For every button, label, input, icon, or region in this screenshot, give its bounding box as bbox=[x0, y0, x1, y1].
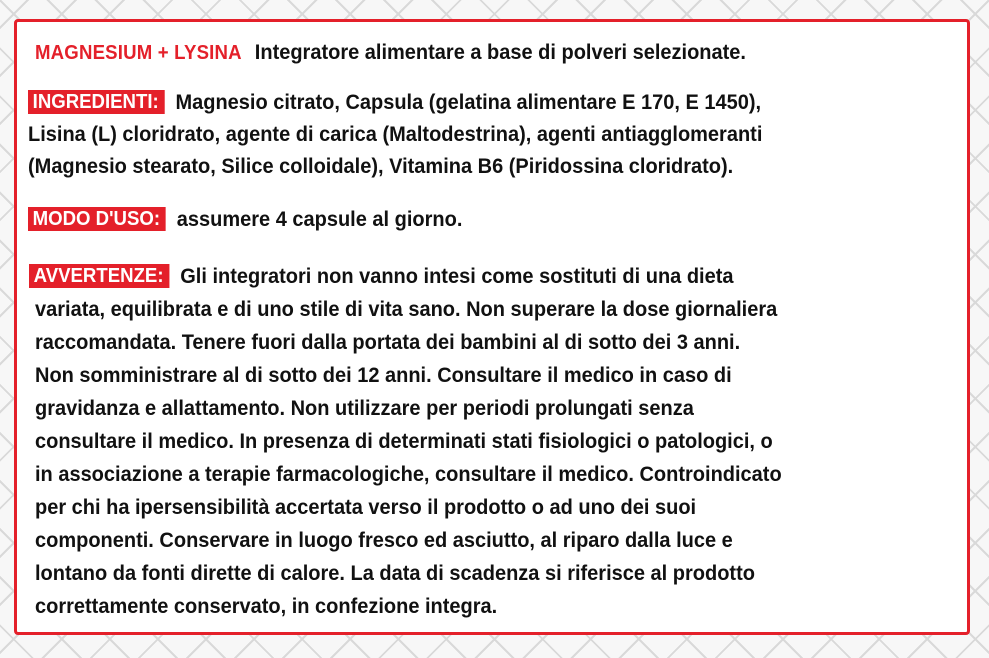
title-line bbox=[35, 39, 746, 66]
product-description: Integratore alimentare a base di polveri selezionate. bbox=[254, 40, 746, 64]
ingredienti-tag: INGREDIENTI: bbox=[28, 90, 164, 114]
avvertenze-line-4: Non somministrare al di sotto dei 12 anni. Consultare il medico in caso di bbox=[35, 363, 732, 387]
avvertenze-line-2: variata, equilibrata e di uno stile di vita sano. Non superare la dose giornaliera bbox=[35, 297, 778, 321]
ingredienti-text-1: Magnesio citrato, Capsula (gelatina alimentare E 170, E 1450), bbox=[175, 90, 762, 114]
modo-uso-tag: MODO D'USO: bbox=[28, 207, 166, 231]
ingredienti-line-1 bbox=[28, 89, 761, 115]
avvertenze-line-8: per chi ha ipersensibilità accertata verso il prodotto o ad uno dei suoi bbox=[35, 495, 697, 519]
product-name: MAGNESIUM + LYSINA bbox=[35, 42, 242, 64]
avvertenze-line-6: consultare il medico. In presenza di determinati stati fisiologici o patologici, o bbox=[35, 429, 773, 453]
avvertenze-line-7: in associazione a terapie farmacologiche, consultare il medico. Controindicato bbox=[35, 462, 782, 486]
modo-uso-text: assumere 4 capsule al giorno. bbox=[176, 207, 463, 231]
avvertenze-line-1 bbox=[29, 263, 734, 289]
avvertenze-text-1: Gli integratori non vanno intesi come sostituti di una dieta bbox=[180, 264, 734, 288]
avvertenze-line-5: gravidanza e allattamento. Non utilizzare per periodi prolungati senza bbox=[35, 396, 694, 420]
avvertenze-tag: AVVERTENZE: bbox=[29, 264, 169, 288]
avvertenze-line-10: lontano da fonti dirette di calore. La data di scadenza si riferisce al prodotto bbox=[35, 561, 755, 585]
avvertenze-line-9: componenti. Conservare in luogo fresco ed asciutto, al riparo dalla luce e bbox=[35, 528, 733, 552]
ingredienti-line-3: (Magnesio stearato, Silice colloidale), Vitamina B6 (Piridossina cloridrato). bbox=[28, 154, 734, 178]
avvertenze-line-3: raccomandata. Tenere fuori dalla portata dei bambini al di sotto dei 3 anni. bbox=[35, 330, 741, 354]
ingredienti-line-2: Lisina (L) cloridrato, agente di carica (Maltodestrina), agenti antiagglomeranti bbox=[28, 122, 763, 146]
avvertenze-line-11: correttamente conservato, in confezione integra. bbox=[35, 594, 498, 618]
modo-uso-line bbox=[28, 206, 462, 232]
